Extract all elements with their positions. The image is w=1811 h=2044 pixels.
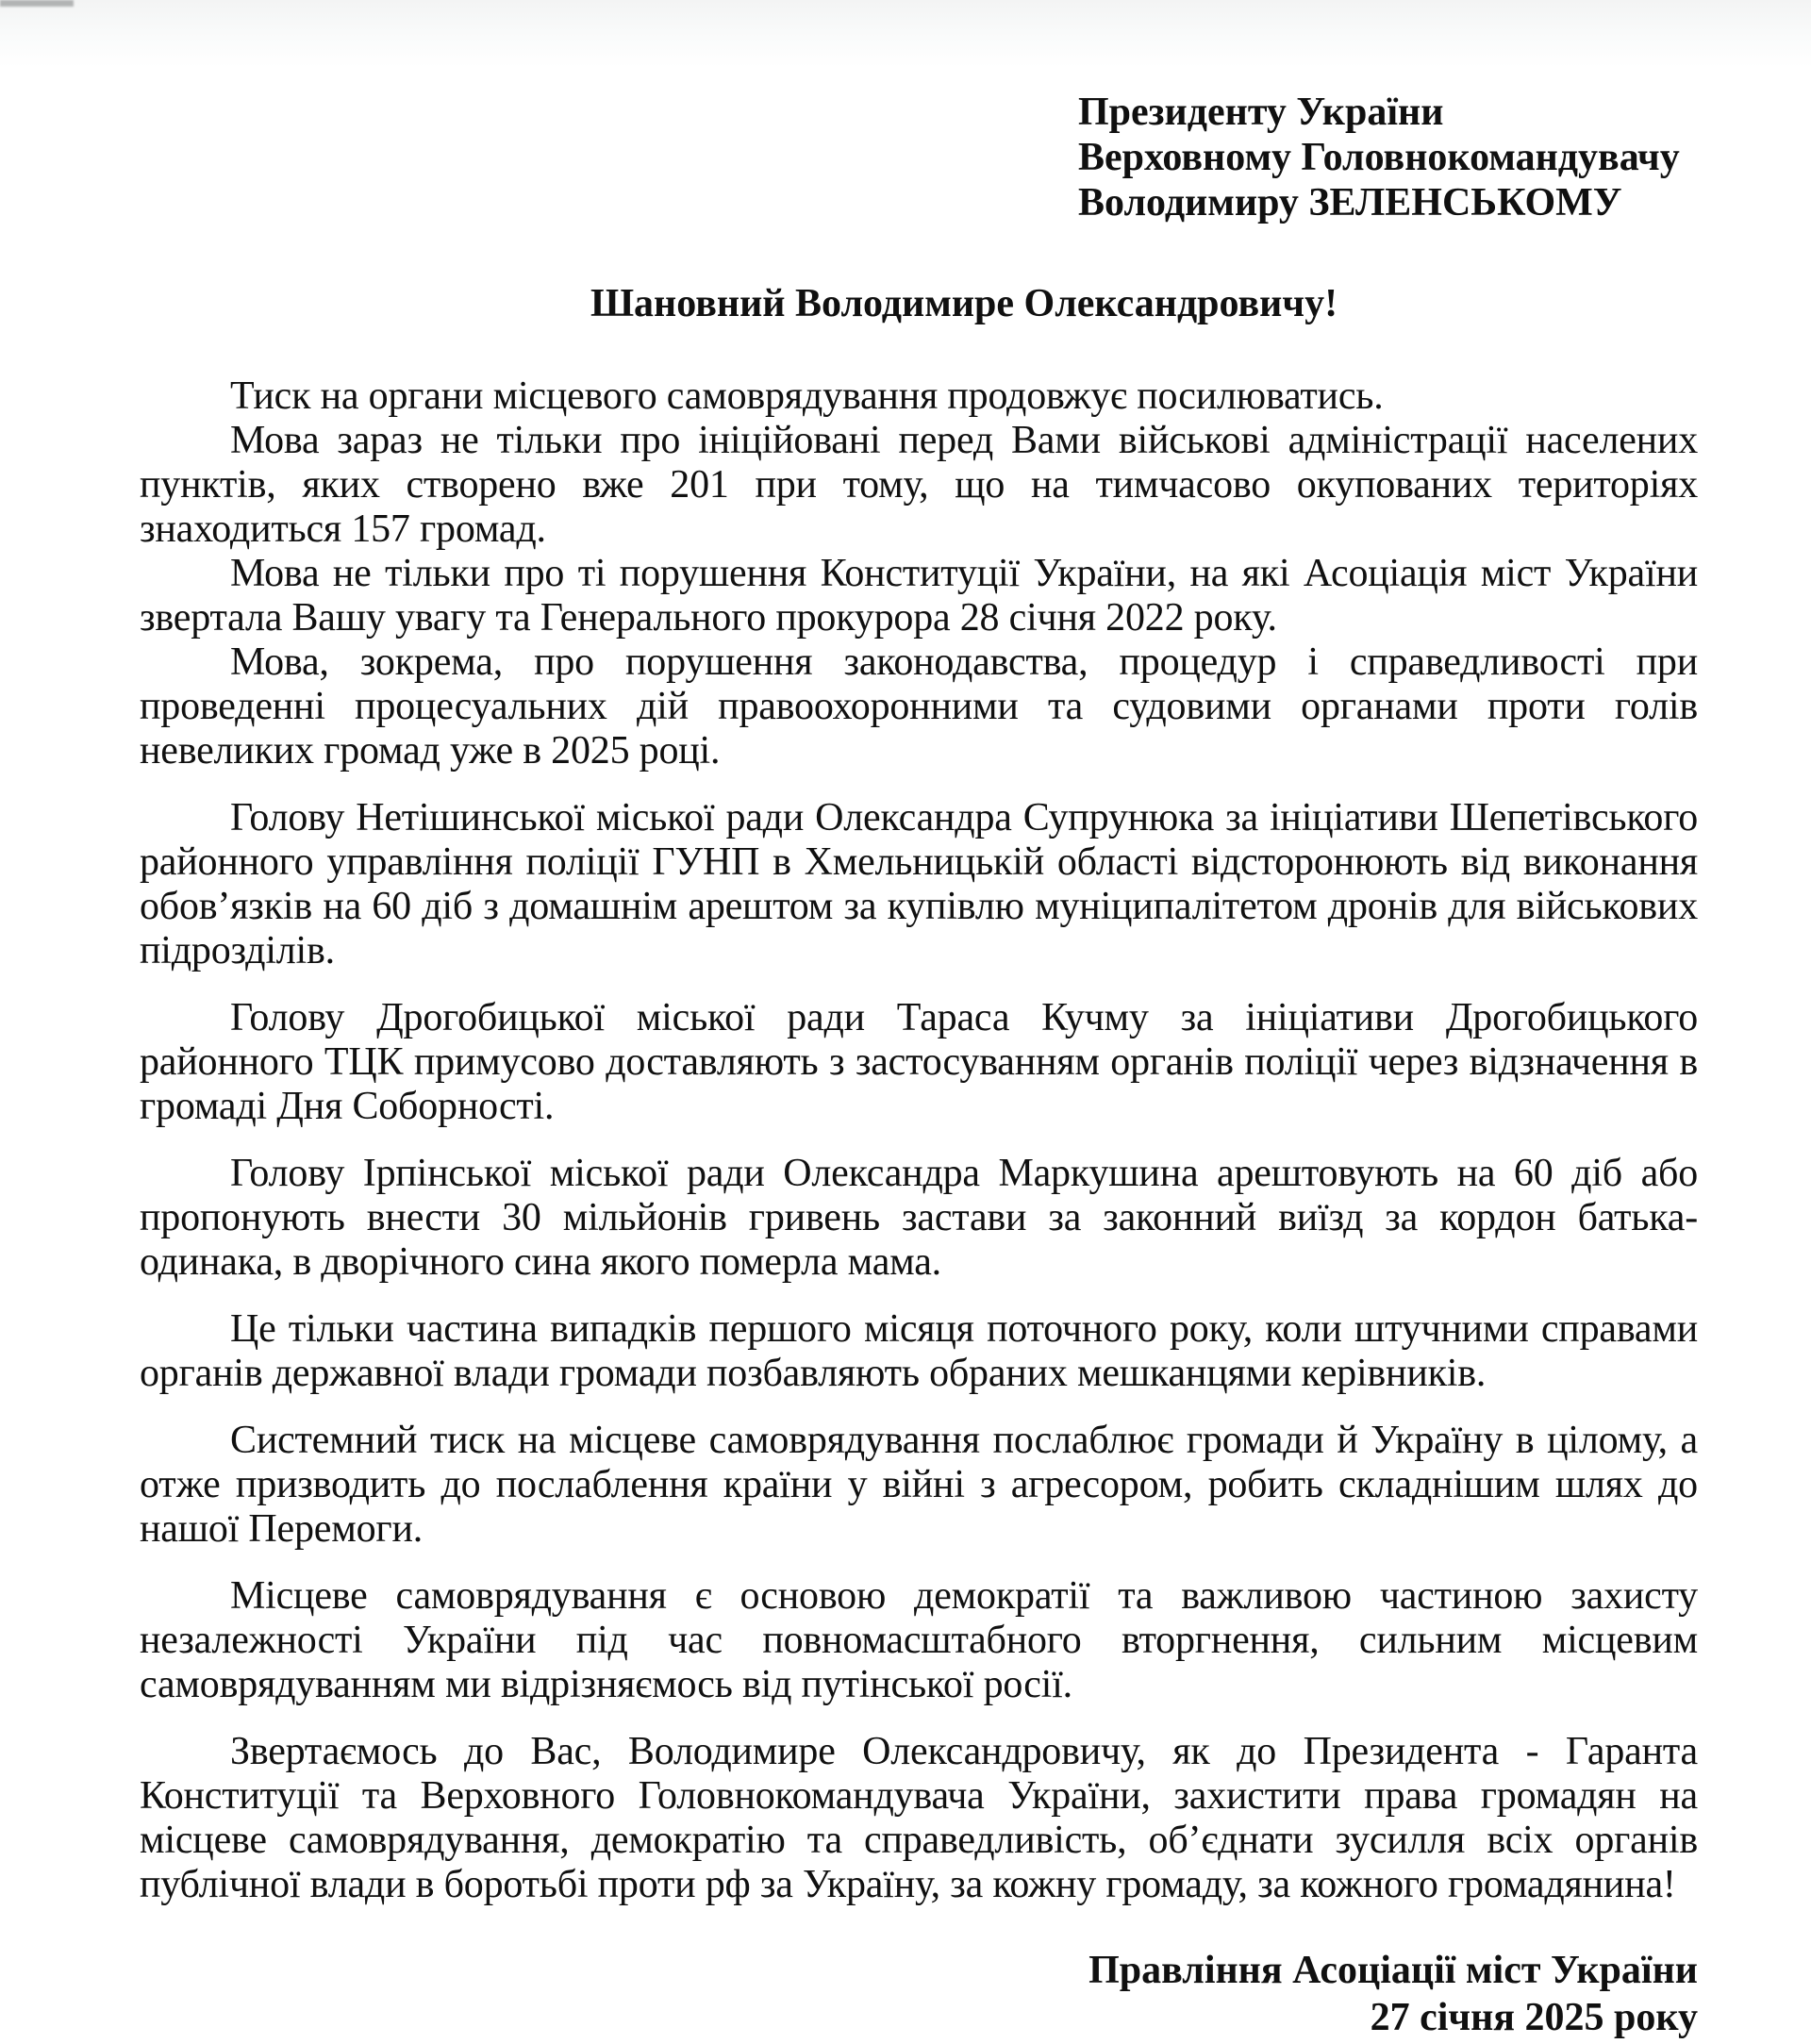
body-paragraph: Звертаємось до Вас, Володимире Олександровичу, як до Президента - Гаранта Конституції та Верховного Головнокомандувача України, захистити права громадян на місцеве самоврядування, демократію та справедливість, об’єднати зусилля всіх органів публічної влади в боротьбі проти рф за Україну, за кожну громаду, за кожного громадянина!	[140, 1730, 1698, 1906]
body-paragraph: Системний тиск на місцеве самоврядування послаблює громади й Україну в цілому, а отже призводить до послаблення країни у війні з агресором, робить складнішим шлях до нашої Перемоги.	[140, 1419, 1698, 1551]
recipient-line-name: Володимиру ЗЕЛЕНСЬКОМУ	[1078, 181, 1622, 224]
body-paragraph: Голову Ірпінської міської ради Олександра Маркушина арештовують на 60 діб або пропонують внести 30 мільйонів гривень застави за законний виїзд за кордон батька-одинака, в дворічного сина якого померла мама.	[140, 1152, 1698, 1284]
body-paragraph: Мова не тільки про ті порушення Конституції України, на які Асоціація міст України звертала Вашу увагу та Генерального прокурора 28 січня 2022 року.	[140, 552, 1698, 640]
signature-org: Правління Асоціації міст України	[1088, 1949, 1698, 1992]
window-edge-artifact	[0, 0, 74, 7]
recipient-block	[1078, 90, 1680, 225]
salutation: Шановний Володимире Олександровичу!	[590, 282, 1338, 325]
viewer-top-band	[0, 0, 1811, 68]
letter-body	[140, 374, 1698, 1907]
body-paragraph: Місцеве самоврядування є основою демократії та важливою частиною захисту незалежності України під час повномасштабного вторгнення, сильним місцевим самоврядуванням ми відрізняємось від путінської росії.	[140, 1574, 1698, 1706]
body-paragraph: Тиск на органи місцевого самоврядування продовжує посилюватись.	[230, 374, 1384, 418]
body-paragraph: Голову Дрогобицької міської ради Тараса Кучму за ініціативи Дрогобицького районного ТЦК примусово доставляють з застосуванням органів поліції через відзначення в громаді Дня Соборності.	[140, 996, 1698, 1128]
body-paragraph: Голову Нетішинської міської ради Олександра Супрунюка за ініціативи Шепетівського районного управління поліції ГУНП в Хмельницькій області відсторонюють від виконання обов’язків на 60 діб з домашнім арештом за купівлю муніципалітетом дронів для військових підрозділів.	[140, 796, 1698, 972]
recipient-line-president: Президенту України	[1078, 91, 1444, 134]
signature-block	[1088, 1947, 1698, 2041]
body-paragraph: Це тільки частина випадків першого місяця поточного року, коли штучними справами органів державної влади громади позбавляють обраних мешканцями керівників.	[140, 1307, 1698, 1395]
signature-date: 27 січня 2025 року	[1370, 1996, 1698, 2039]
body-paragraph: Мова, зокрема, про порушення законодавства, процедур і справедливості при проведенні процесуальних дій правоохоронними та судовими органами проти голів невеликих громад уже в 2025 році.	[140, 640, 1698, 773]
recipient-line-commander: Верховному Головнокомандувачу	[1078, 136, 1680, 179]
body-paragraph: Мова зараз не тільки про ініційовані перед Вами військові адміністрації населених пунктів, яких створено вже 201 при тому, що на тимчасово окупованих територіях знаходиться 157 громад.	[140, 419, 1698, 551]
